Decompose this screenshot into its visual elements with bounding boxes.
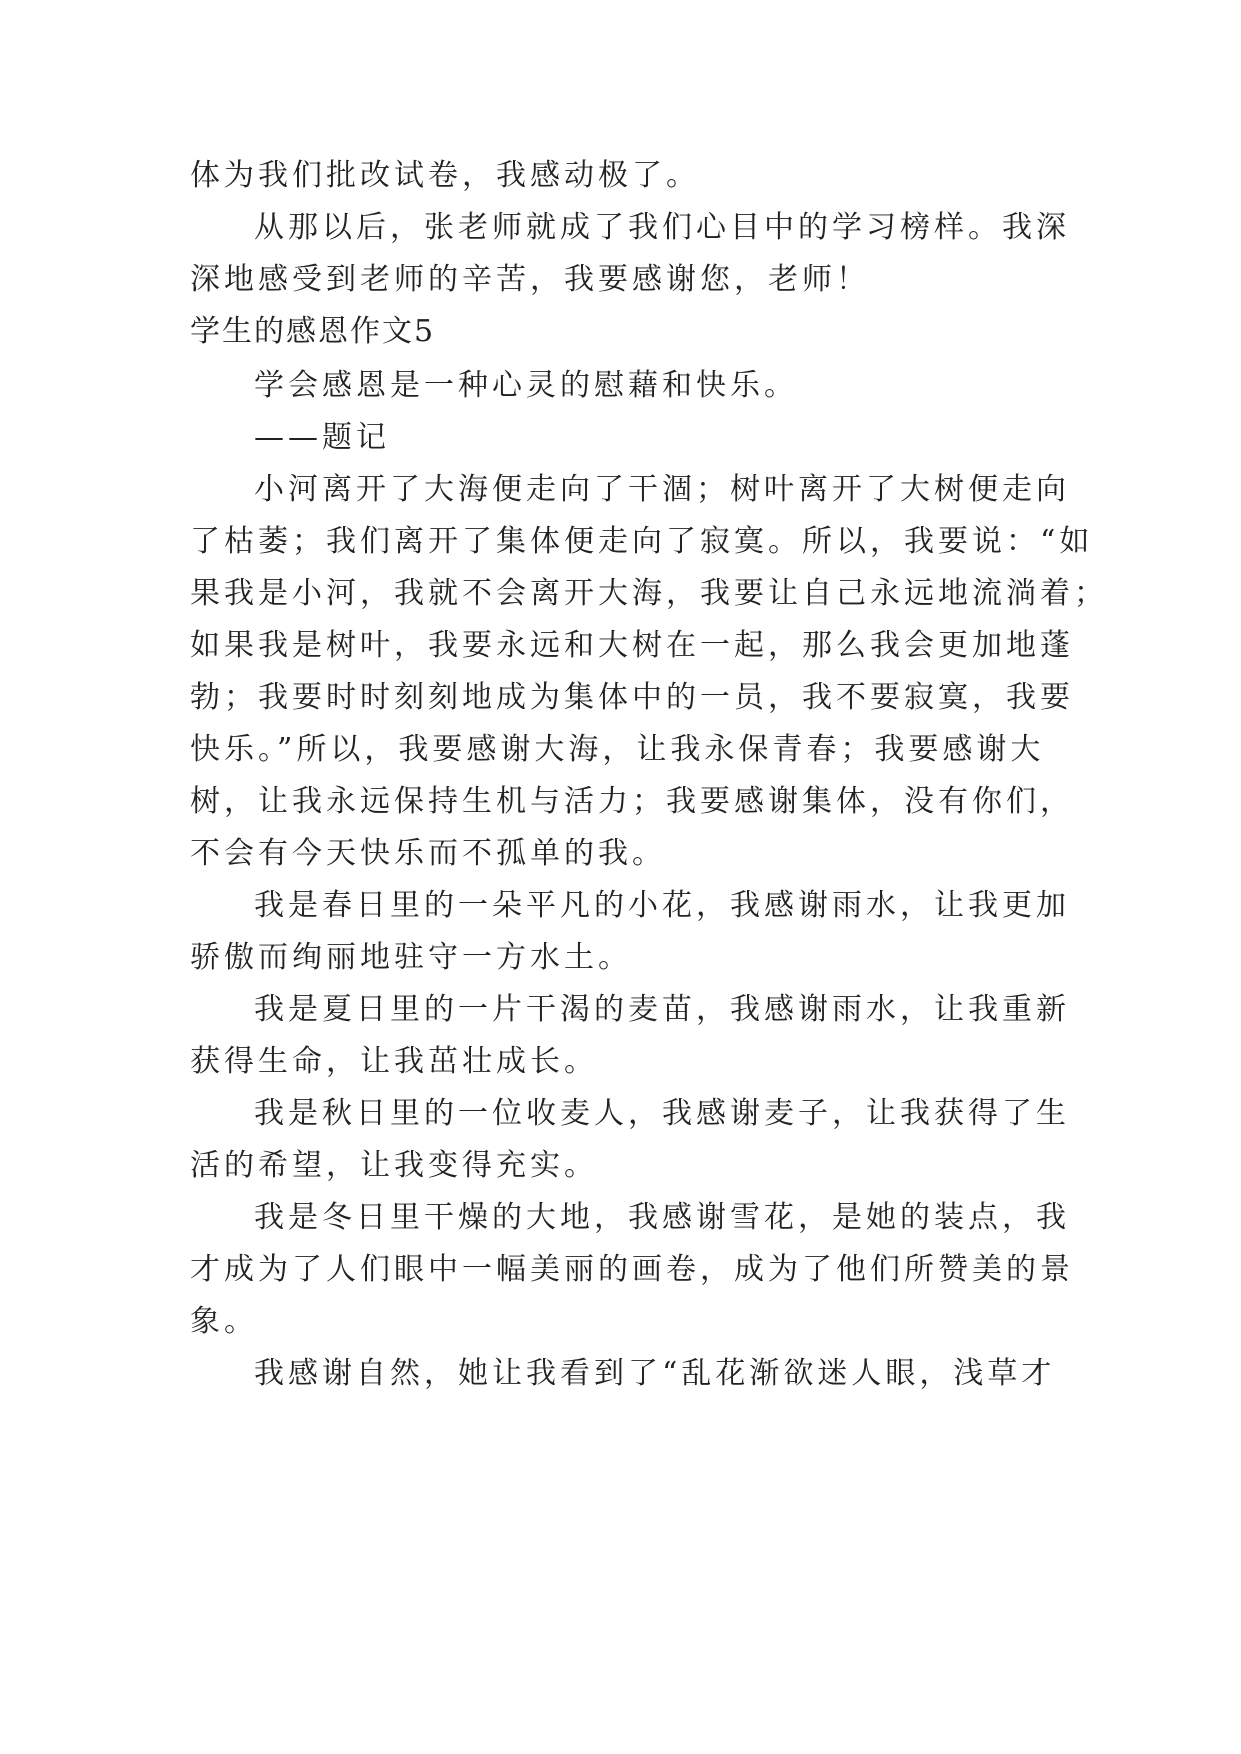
text-line: 果我是小河，我就不会离开大海，我要让自己永远地流淌着； bbox=[190, 576, 1108, 611]
text-line: 小河离开了大海便走向了干涸；树叶离开了大树便走向 bbox=[254, 472, 1070, 507]
text-line: 勃；我要时时刻刻地成为集体中的一员，我不要寂寞，我要 bbox=[190, 680, 1074, 715]
text-line: 才成为了人们眼中一幅美丽的画卷，成为了他们所赞美的景 bbox=[190, 1252, 1074, 1287]
text-line: 深地感受到老师的辛苦，我要感谢您，老师！ bbox=[190, 262, 870, 297]
epigraph-attribution: ——题记 bbox=[254, 420, 390, 455]
text-line: 树，让我永远保持生机与活力；我要感谢集体，没有你们， bbox=[190, 784, 1074, 819]
text-line: 不会有今天快乐而不孤单的我。 bbox=[190, 836, 666, 871]
text-line: 了枯萎；我们离开了集体便走向了寂寞。所以，我要说：“如 bbox=[190, 524, 1094, 559]
text-line: 我是秋日里的一位收麦人，我感谢麦子，让我获得了生 bbox=[254, 1096, 1070, 1131]
text-line: 我是夏日里的一片干渴的麦苗，我感谢雨水，让我重新 bbox=[254, 992, 1070, 1027]
text-line: 学会感恩是一种心灵的慰藉和快乐。 bbox=[254, 368, 798, 403]
section-title: 学生的感恩作文5 bbox=[190, 314, 436, 349]
text-line: 我感谢自然，她让我看到了“乱花渐欲迷人眼，浅草才 bbox=[254, 1356, 1056, 1391]
text-line: 如果我是树叶，我要永远和大树在一起，那么我会更加地蓬 bbox=[190, 628, 1074, 663]
text-line: 我是冬日里干燥的大地，我感谢雪花，是她的装点，我 bbox=[254, 1200, 1070, 1235]
text-line: 从那以后，张老师就成了我们心目中的学习榜样。我深 bbox=[254, 210, 1070, 245]
text-line: 骄傲而绚丽地驻守一方水土。 bbox=[190, 940, 632, 975]
text-line: 快乐。”所以，我要感谢大海，让我永保青春；我要感谢大 bbox=[190, 732, 1045, 767]
text-line: 象。 bbox=[190, 1304, 258, 1339]
text-line: 活的希望，让我变得充实。 bbox=[190, 1148, 598, 1183]
text-line: 我是春日里的一朵平凡的小花，我感谢雨水，让我更加 bbox=[254, 888, 1070, 923]
text-line: 获得生命，让我茁壮成长。 bbox=[190, 1044, 598, 1079]
text-line: 体为我们批改试卷，我感动极了。 bbox=[190, 158, 700, 193]
